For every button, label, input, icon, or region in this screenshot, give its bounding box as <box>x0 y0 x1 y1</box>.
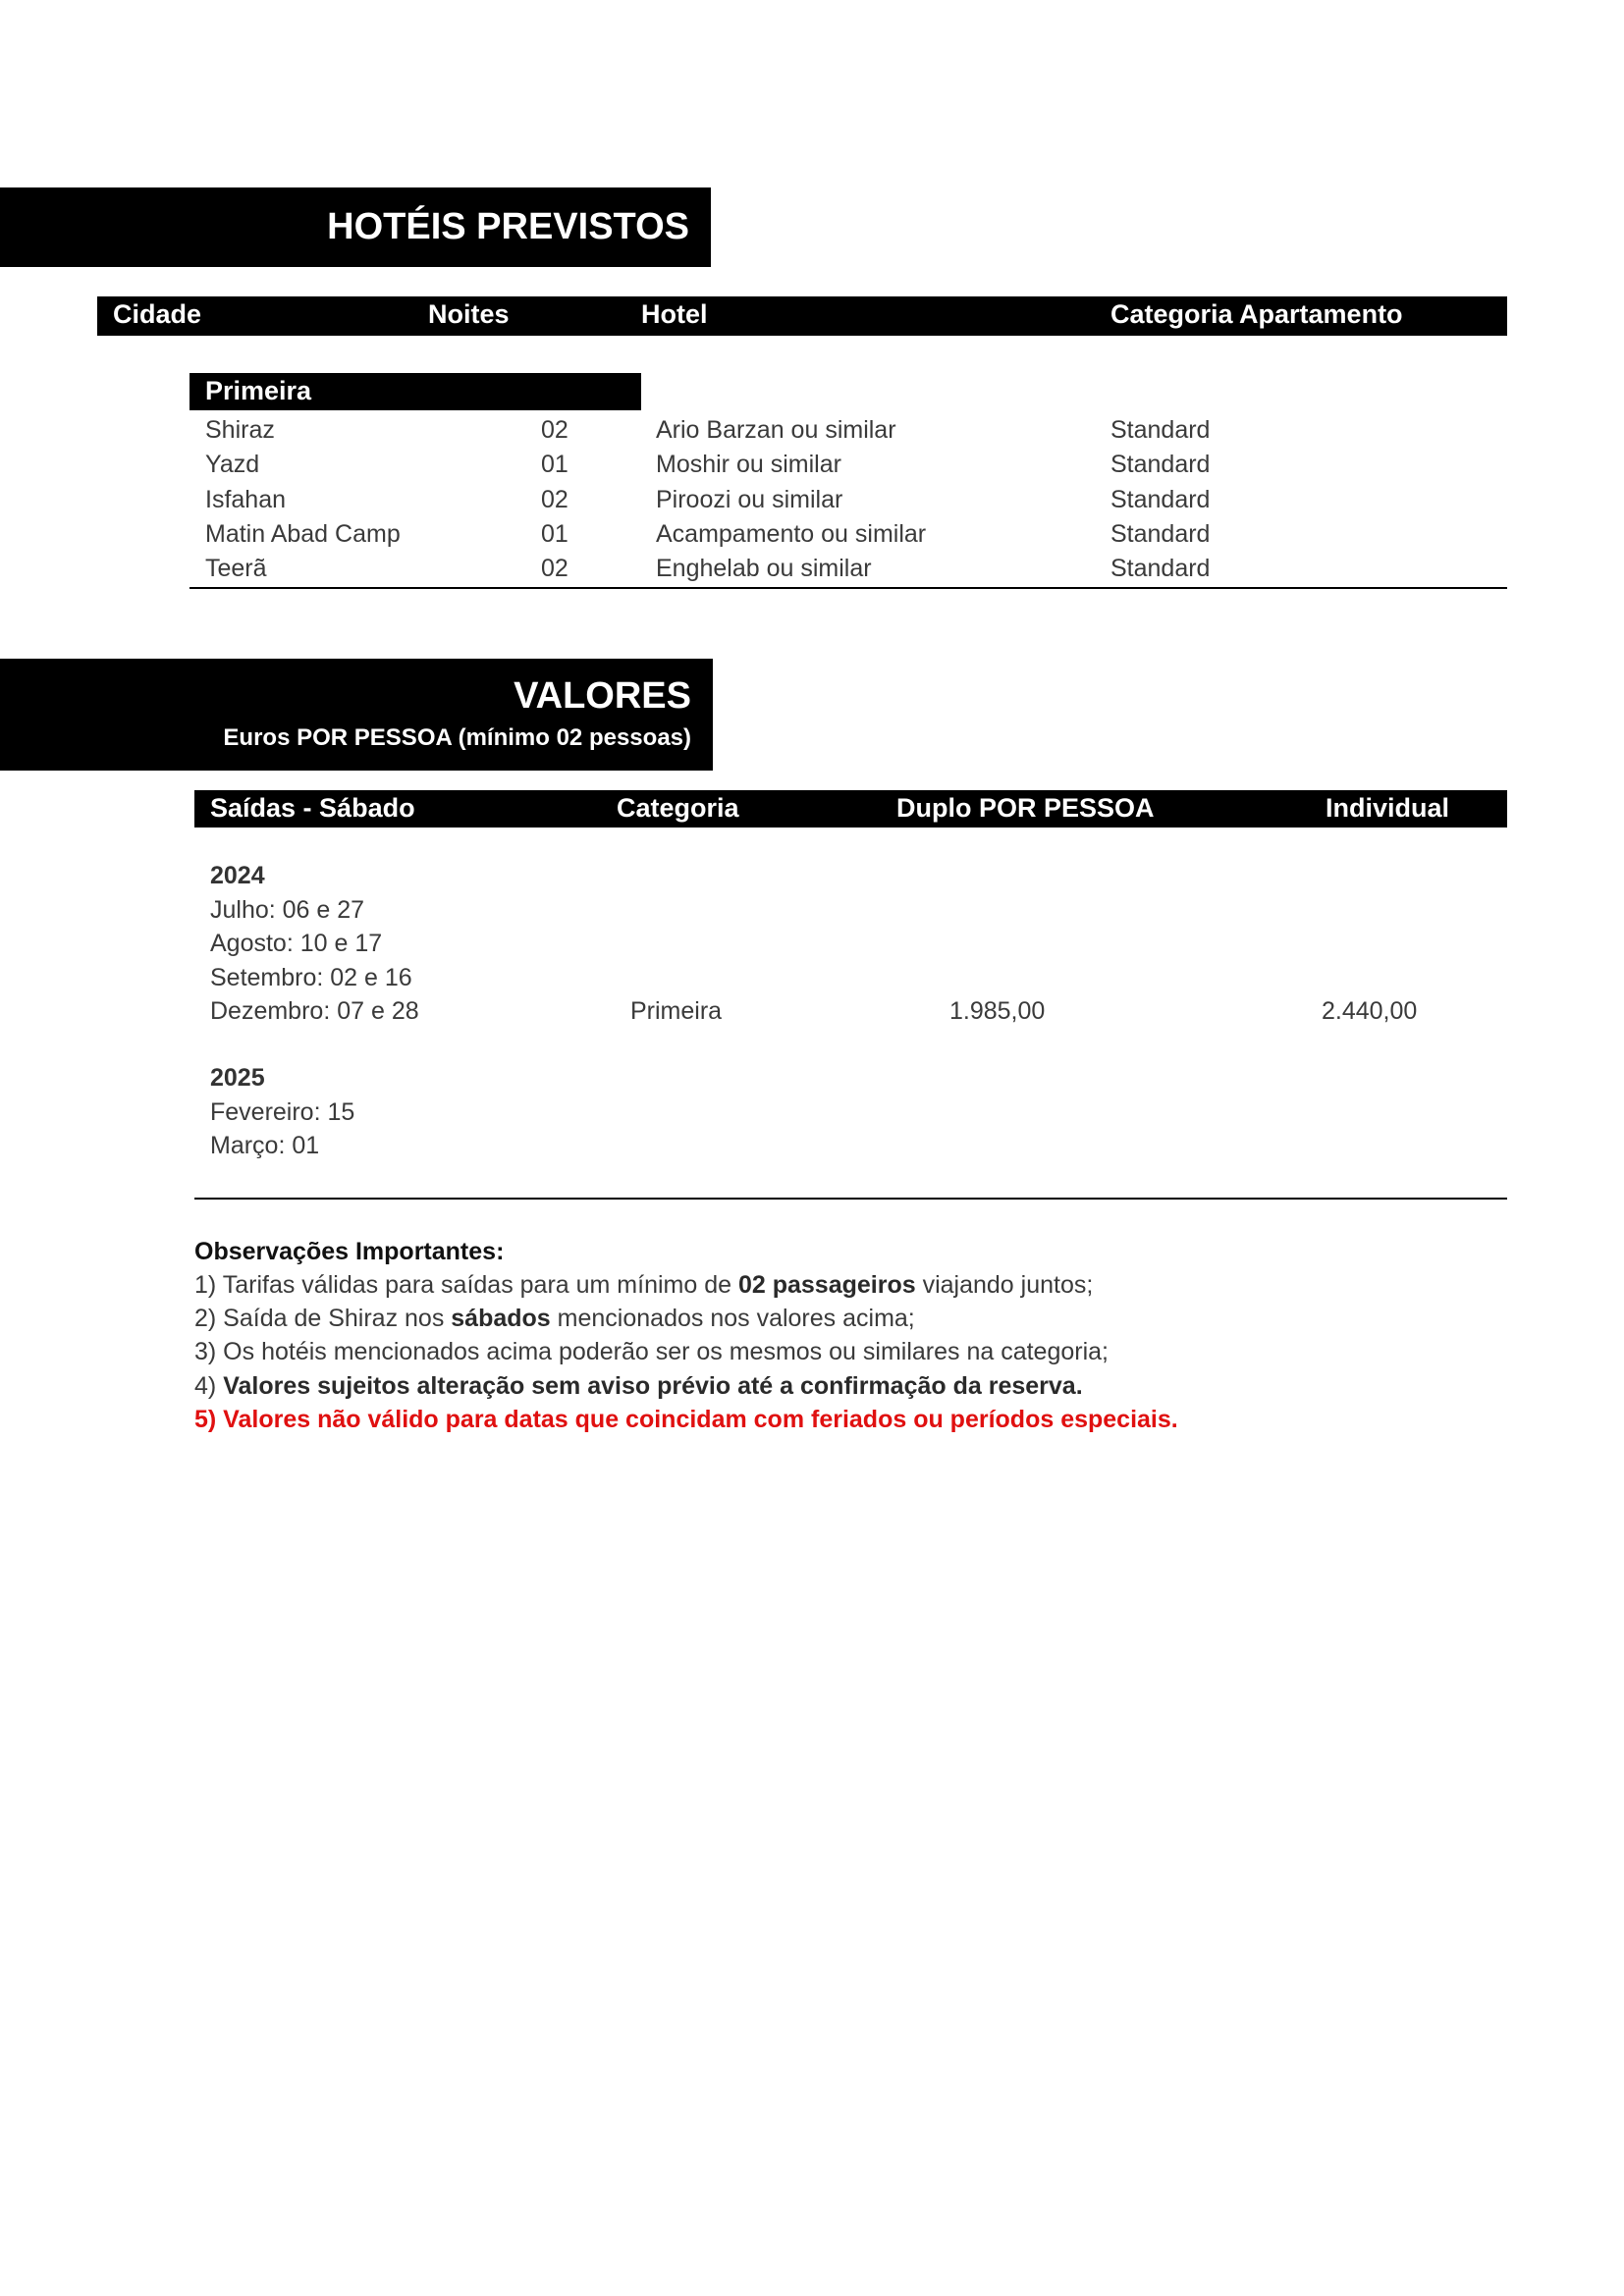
hotels-title: HOTÉIS PREVISTOS <box>327 206 689 247</box>
date-item: Março: 01 <box>210 1132 320 1159</box>
notes-title: Observações Importantes: <box>194 1238 505 1265</box>
prices-banner <box>0 659 713 771</box>
price-category: Primeira <box>630 997 723 1025</box>
row-category: Standard <box>1110 520 1211 548</box>
date-item: Julho: 06 e 27 <box>210 896 365 924</box>
col-category: Categoria Apartamento <box>1110 299 1403 329</box>
note-5: 5) Valores não válido para datas que coincidam com feriados ou períodos especiais. <box>194 1406 1178 1433</box>
note-1: 1) Tarifas válidas para saídas para um mínimo de 02 passageiros viajando juntos; <box>194 1271 1094 1299</box>
row-city: Yazd <box>205 451 260 478</box>
date-item: Agosto: 10 e 17 <box>210 930 383 957</box>
row-city: Isfahan <box>205 486 287 513</box>
year-2024: 2024 <box>210 862 265 889</box>
row-city: Shiraz <box>205 416 275 444</box>
note-2: 2) Saída de Shiraz nos sábados mencionados nos valores acima; <box>194 1305 915 1332</box>
date-item: Dezembro: 07 e 28 <box>210 997 419 1025</box>
col-single: Individual <box>1326 793 1450 823</box>
row-hotel: Enghelab ou similar <box>656 555 872 582</box>
row-nights: 01 <box>541 451 568 478</box>
prices-title: VALORES <box>514 675 691 717</box>
col-departures: Saídas - Sábado <box>210 793 415 823</box>
col-hotel: Hotel <box>641 299 708 329</box>
note-4: 4) Valores sujeitos alteração sem aviso prévio até a confirmação da reserva. <box>194 1372 1083 1400</box>
row-city: Teerã <box>205 555 267 582</box>
note-3: 3) Os hotéis mencionados acima poderão ser os mesmos ou similares na categoria; <box>194 1338 1109 1365</box>
col-nights: Noites <box>428 299 510 329</box>
row-hotel: Moshir ou similar <box>656 451 841 478</box>
row-city: Matin Abad Camp <box>205 520 401 548</box>
row-category: Standard <box>1110 451 1211 478</box>
hotels-table-divider <box>189 587 1507 589</box>
row-nights: 02 <box>541 555 568 582</box>
date-item: Setembro: 02 e 16 <box>210 964 412 991</box>
prices-table-header <box>194 790 1507 828</box>
hotels-table-header <box>97 296 1507 336</box>
col-city: Cidade <box>113 299 202 329</box>
row-category: Standard <box>1110 555 1211 582</box>
row-category: Standard <box>1110 486 1211 513</box>
row-nights: 02 <box>541 486 568 513</box>
single-price: 2.440,00 <box>1322 997 1418 1025</box>
row-hotel: Acampamento ou similar <box>656 520 927 548</box>
row-hotel: Piroozi ou similar <box>656 486 843 513</box>
date-item: Fevereiro: 15 <box>210 1098 355 1126</box>
row-nights: 01 <box>541 520 568 548</box>
col-price-category: Categoria <box>617 793 739 823</box>
row-category: Standard <box>1110 416 1211 444</box>
row-nights: 02 <box>541 416 568 444</box>
prices-table-divider <box>194 1198 1507 1200</box>
prices-subtitle: Euros POR PESSOA (mínimo 02 pessoas) <box>223 724 691 751</box>
hotels-banner <box>0 187 711 267</box>
double-price: 1.985,00 <box>949 997 1046 1025</box>
col-double: Duplo POR PESSOA <box>896 793 1155 823</box>
hotel-group-label: Primeira <box>189 373 641 410</box>
row-hotel: Ario Barzan ou similar <box>656 416 896 444</box>
year-2025: 2025 <box>210 1064 265 1092</box>
